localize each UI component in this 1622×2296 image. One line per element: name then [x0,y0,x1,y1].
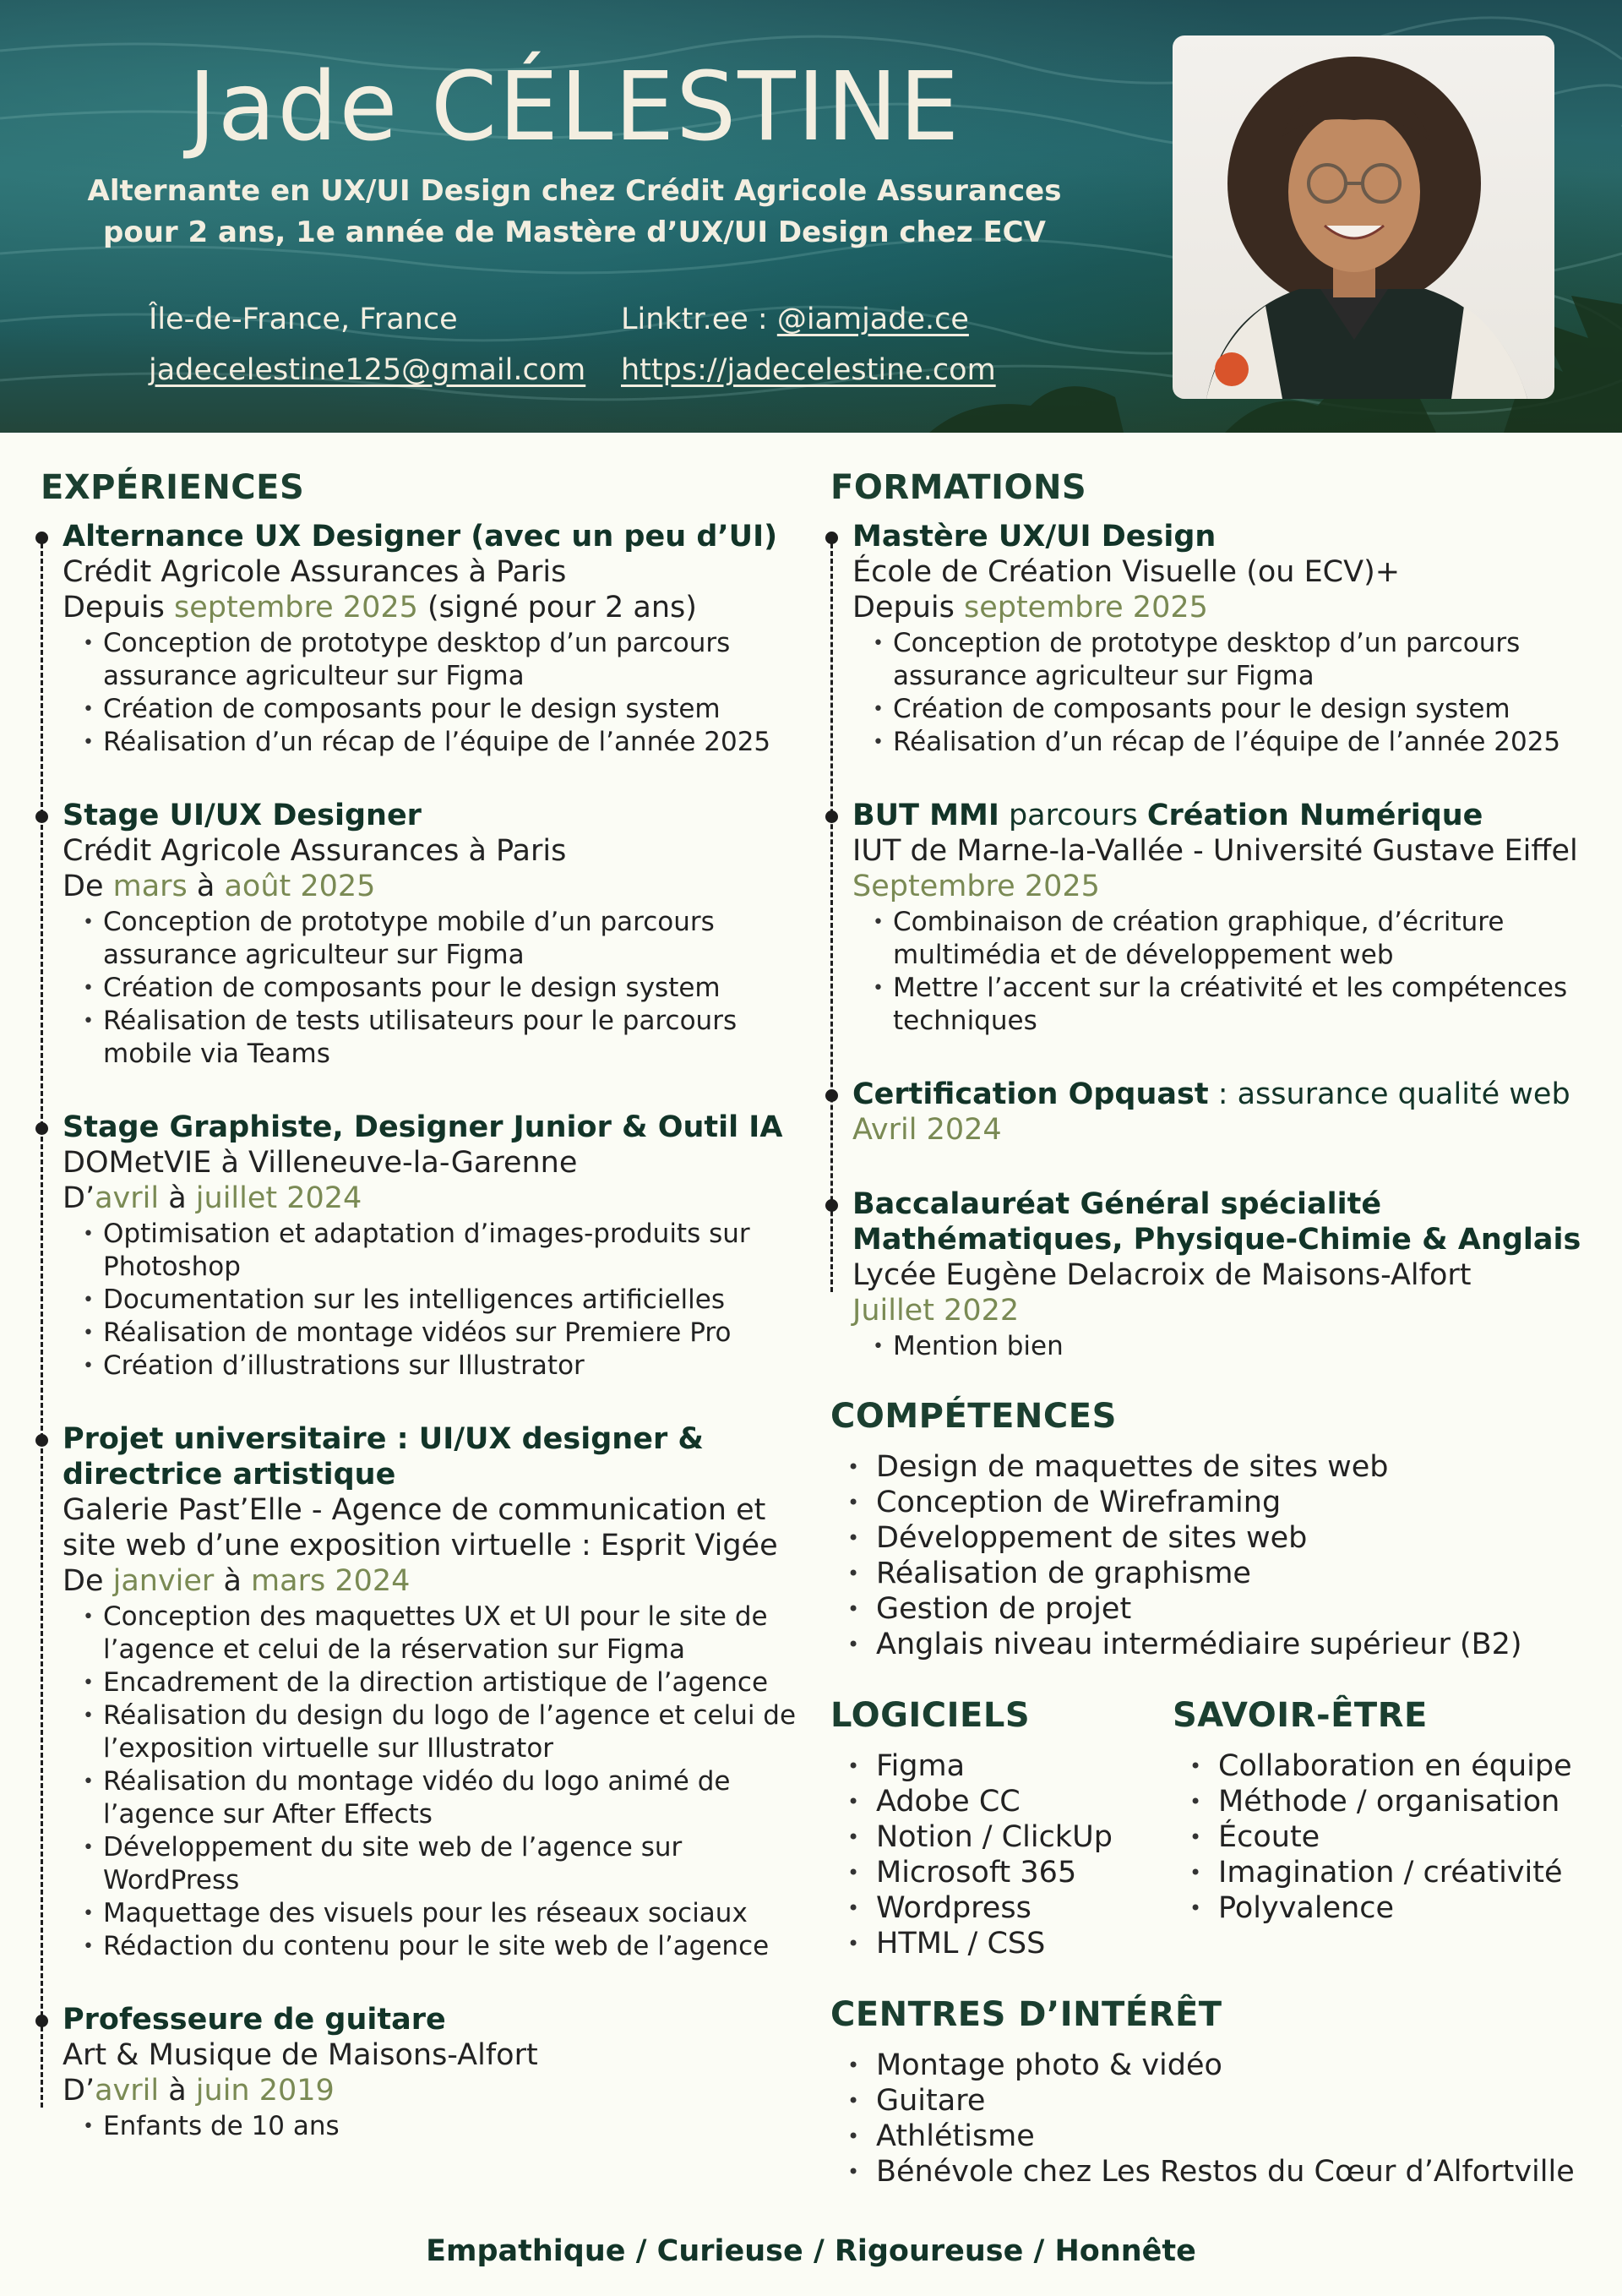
list-item: • Mention bien [873,1330,1591,1363]
logiciels-list [830,1748,1173,1961]
website-link[interactable]: https://jadecelestine.com [621,353,996,387]
list-item: • Maquettage des visuels pour les réseaux sociaux [83,1897,801,1930]
list-item: • Conception de prototype desktop d’un parcours assurance agriculteur sur Figma [873,627,1591,693]
savoir-etre-list [1173,1748,1591,1926]
formation-bullets [852,906,1591,1038]
email-link[interactable]: jadecelestine125@gmail.com [149,353,586,387]
date-prefix: D’ [63,1181,95,1215]
title-part: : assurance qualité web [1208,1077,1570,1111]
experience-bullets [63,1601,801,1963]
experiences-timeline [41,519,801,2143]
competences-heading: COMPÉTENCES [830,1397,1117,1436]
header-banner [0,0,1622,433]
formation-entry [852,1077,1591,1148]
interets-list [830,2048,1591,2190]
formation-date: Septembre 2025 [852,870,1100,903]
right-column [830,466,1591,2190]
list-item: • Bénévole chez Les Restos du Cœur d’Alfortville [847,2154,1591,2190]
timeline-dot [825,1089,838,1102]
date-prefix: De [63,1564,113,1598]
list-item: • Figma [847,1748,1173,1784]
experience-entry [63,1110,801,1383]
date-highlight: avril [95,2074,160,2108]
title-part: parcours [999,799,1147,832]
logiciels-block [830,1694,1173,1961]
formation-bullets [852,1330,1591,1363]
formations-heading: FORMATIONS [830,468,1087,507]
formation-school: École de Création Visuelle (ou ECV)+ [852,555,1401,589]
savoir-etre-block [1173,1694,1591,1961]
date-highlight: janvier [112,1564,215,1598]
profile-photo-icon [1173,35,1554,399]
formation-date [852,590,1591,625]
date-highlight: juin 2019 [195,2074,335,2108]
list-item: • Optimisation et adaptation d’images-produits sur Photoshop [83,1218,801,1284]
date-prefix: De [63,870,113,903]
list-item: • Enfants de 10 ans [83,2110,801,2143]
experience-title: Stage UI/UX Designer [63,799,422,832]
date-highlight: juillet 2024 [195,1181,362,1215]
list-item: • Anglais niveau intermédiaire supérieur (B2) [847,1627,1591,1662]
logiciels-heading: LOGICIELS [830,1696,1031,1735]
experience-company: Galerie Past’Elle - Agence de communication et site web d’une exposition virtuelle : Esprit Vigée [63,1493,778,1562]
list-item: • Guitare [847,2083,1591,2119]
experience-date [63,2073,801,2108]
experience-date [63,1181,801,1216]
list-item: • Réalisation d’un récap de l’équipe de l’année 2025 [83,726,801,759]
list-item: • Réalisation d’un récap de l’équipe de l’année 2025 [873,726,1591,759]
experience-date [63,590,801,625]
experience-title: Alternance UX Designer (avec un peu d’UI) [63,520,778,554]
list-item: • Microsoft 365 [847,1855,1173,1890]
list-item: • Encadrement de la direction artistique de l’agence [83,1666,801,1699]
formation-school: Lycée Eugène Delacroix de Maisons-Alfort [852,1258,1472,1292]
formation-title-line-2: Mathématiques, Physique-Chimie & Anglais [852,1223,1581,1257]
list-item: • Méthode / organisation [1189,1784,1591,1819]
experience-company: Crédit Agricole Assurances à Paris [63,555,567,589]
list-item: • HTML / CSS [847,1926,1173,1961]
experience-bullets [63,2110,801,2143]
experience-entry [63,519,801,759]
personal-traits-footer: Empathique / Curieuse / Rigoureuse / Honnête [426,2234,1196,2268]
experiences-heading: EXPÉRIENCES [41,468,305,507]
experience-bullets [63,1218,801,1383]
person-name: Jade CÉLESTINE [188,52,961,162]
list-item: • Création de composants pour le design system [873,693,1591,726]
experience-title: Professeure de guitare [63,2003,446,2037]
linktree-contact [621,303,969,336]
timeline-dot [35,810,48,823]
date-connector: à [159,1181,196,1215]
list-item: • Réalisation de montage vidéos sur Premiere Pro [83,1317,801,1350]
tools-softskills-row [830,1694,1591,1961]
list-item: • Développement de sites web [847,1520,1591,1556]
date-highlight: août 2025 [224,870,376,903]
timeline-dot [825,1199,838,1212]
title-part: BUT MMI [852,799,999,832]
experience-company: Art & Musique de Maisons-Alfort [63,2038,538,2072]
list-item: • Création d’illustrations sur Illustrator [83,1350,801,1383]
list-item: • Développement du site web de l’agence sur WordPress [83,1831,801,1897]
date-suffix: (signé pour 2 ans) [417,591,697,624]
list-item: • Réalisation du montage vidéo du logo animé de l’agence sur After Effects [83,1765,801,1831]
date-highlight: septembre 2025 [173,591,418,624]
location-text: Île-de-France, France [149,303,458,336]
formation-entry [852,1186,1591,1363]
formation-title-line-1: Baccalauréat Général spécialité [852,1187,1382,1221]
date-prefix: Depuis [852,591,964,624]
linktree-link[interactable]: @iamjade.ce [776,303,969,336]
formation-entry [852,519,1591,759]
list-item: • Gestion de projet [847,1591,1591,1627]
date-prefix: Depuis [63,591,174,624]
date-highlight: mars [112,870,188,903]
list-item: • Athlétisme [847,2119,1591,2154]
date-highlight: septembre 2025 [963,591,1208,624]
headline-line-1: Alternante en UX/UI Design chez Crédit Agricole Assurances [87,174,1062,208]
list-item: • Montage photo & vidéo [847,2048,1591,2083]
list-item: • Réalisation de graphisme [847,1556,1591,1591]
timeline-dot [35,1122,48,1135]
experience-entry [63,798,801,1071]
list-item: • Notion / ClickUp [847,1819,1173,1855]
experiences-column [41,466,801,2143]
formation-date: Avril 2024 [852,1113,1002,1147]
list-item: • Rédaction du contenu pour le site web de l’agence [83,1930,801,1963]
experience-entry [63,2002,801,2143]
experience-bullets [63,906,801,1071]
experience-company: DOMetVIE à Villeneuve-la-Garenne [63,1146,578,1180]
list-item: • Conception de prototype mobile d’un parcours assurance agriculteur sur Figma [83,906,801,972]
competences-list [830,1449,1591,1662]
date-highlight: avril [95,1181,160,1215]
experience-entry [63,1421,801,1963]
list-item: • Réalisation du design du logo de l’agence et celui de l’exposition virtuelle sur Illustrator [83,1699,801,1765]
formation-bullets [852,627,1591,759]
list-item: • Collaboration en équipe [1189,1748,1591,1784]
headline-line-2: pour 2 ans, 1e année de Mastère d’UX/UI Design chez ECV [103,215,1046,249]
formation-title: Mastère UX/UI Design [852,520,1216,554]
title-part: Certification Opquast [852,1077,1209,1111]
list-item: • Mettre l’accent sur la créativité et les compétences techniques [873,972,1591,1038]
list-item: • Création de composants pour le design system [83,972,801,1005]
formation-entry [852,798,1591,1038]
list-item: • Adobe CC [847,1784,1173,1819]
formation-school: IUT de Marne-la-Vallée - Université Gustave Eiffel [852,834,1578,868]
date-connector: à [187,870,225,903]
profile-photo [1173,35,1554,399]
interets-heading: CENTRES D’INTÉRÊT [830,1995,1222,2034]
experience-date [63,869,801,904]
date-prefix: D’ [63,2074,95,2108]
headline [34,171,1115,254]
list-item: • Écoute [1189,1819,1591,1855]
list-item: • Conception des maquettes UX et UI pour le site de l’agence et celui de la réservation sur Figma [83,1601,801,1666]
linktree-label: Linktr.ee : [621,303,777,336]
timeline-dot [35,1434,48,1447]
list-item: • Documentation sur les intelligences artificielles [83,1284,801,1317]
experience-title: Projet universitaire : UI/UX designer & directrice artistique [63,1422,704,1492]
formation-date: Juillet 2022 [852,1294,1020,1328]
date-highlight: mars 2024 [251,1564,411,1598]
formation-title [852,798,1591,833]
list-item: • Conception de prototype desktop d’un parcours assurance agriculteur sur Figma [83,627,801,693]
list-item: • Création de composants pour le design system [83,693,801,726]
timeline-dot [35,532,48,544]
experience-date [63,1563,801,1599]
list-item: • Design de maquettes de sites web [847,1449,1591,1485]
list-item: • Imagination / créativité [1189,1855,1591,1890]
experience-company: Crédit Agricole Assurances à Paris [63,834,567,868]
timeline-dot [825,532,838,544]
date-connector: à [159,2074,196,2108]
savoir-etre-heading: SAVOIR-ÊTRE [1173,1696,1428,1735]
experience-bullets [63,627,801,759]
date-connector: à [214,1564,252,1598]
list-item: • Polyvalence [1189,1890,1591,1926]
timeline-dot [35,2015,48,2027]
formation-title [852,1077,1591,1112]
formations-timeline [830,519,1591,1363]
list-item: • Wordpress [847,1890,1173,1926]
experience-title: Stage Graphiste, Designer Junior & Outil IA [63,1110,783,1144]
list-item: • Réalisation de tests utilisateurs pour le parcours mobile via Teams [83,1005,801,1071]
timeline-dot [825,810,838,823]
title-part: Création Numérique [1146,799,1483,832]
list-item: • Combinaison de création graphique, d’écriture multimédia et de développement web [873,906,1591,972]
list-item: • Conception de Wireframing [847,1485,1591,1520]
